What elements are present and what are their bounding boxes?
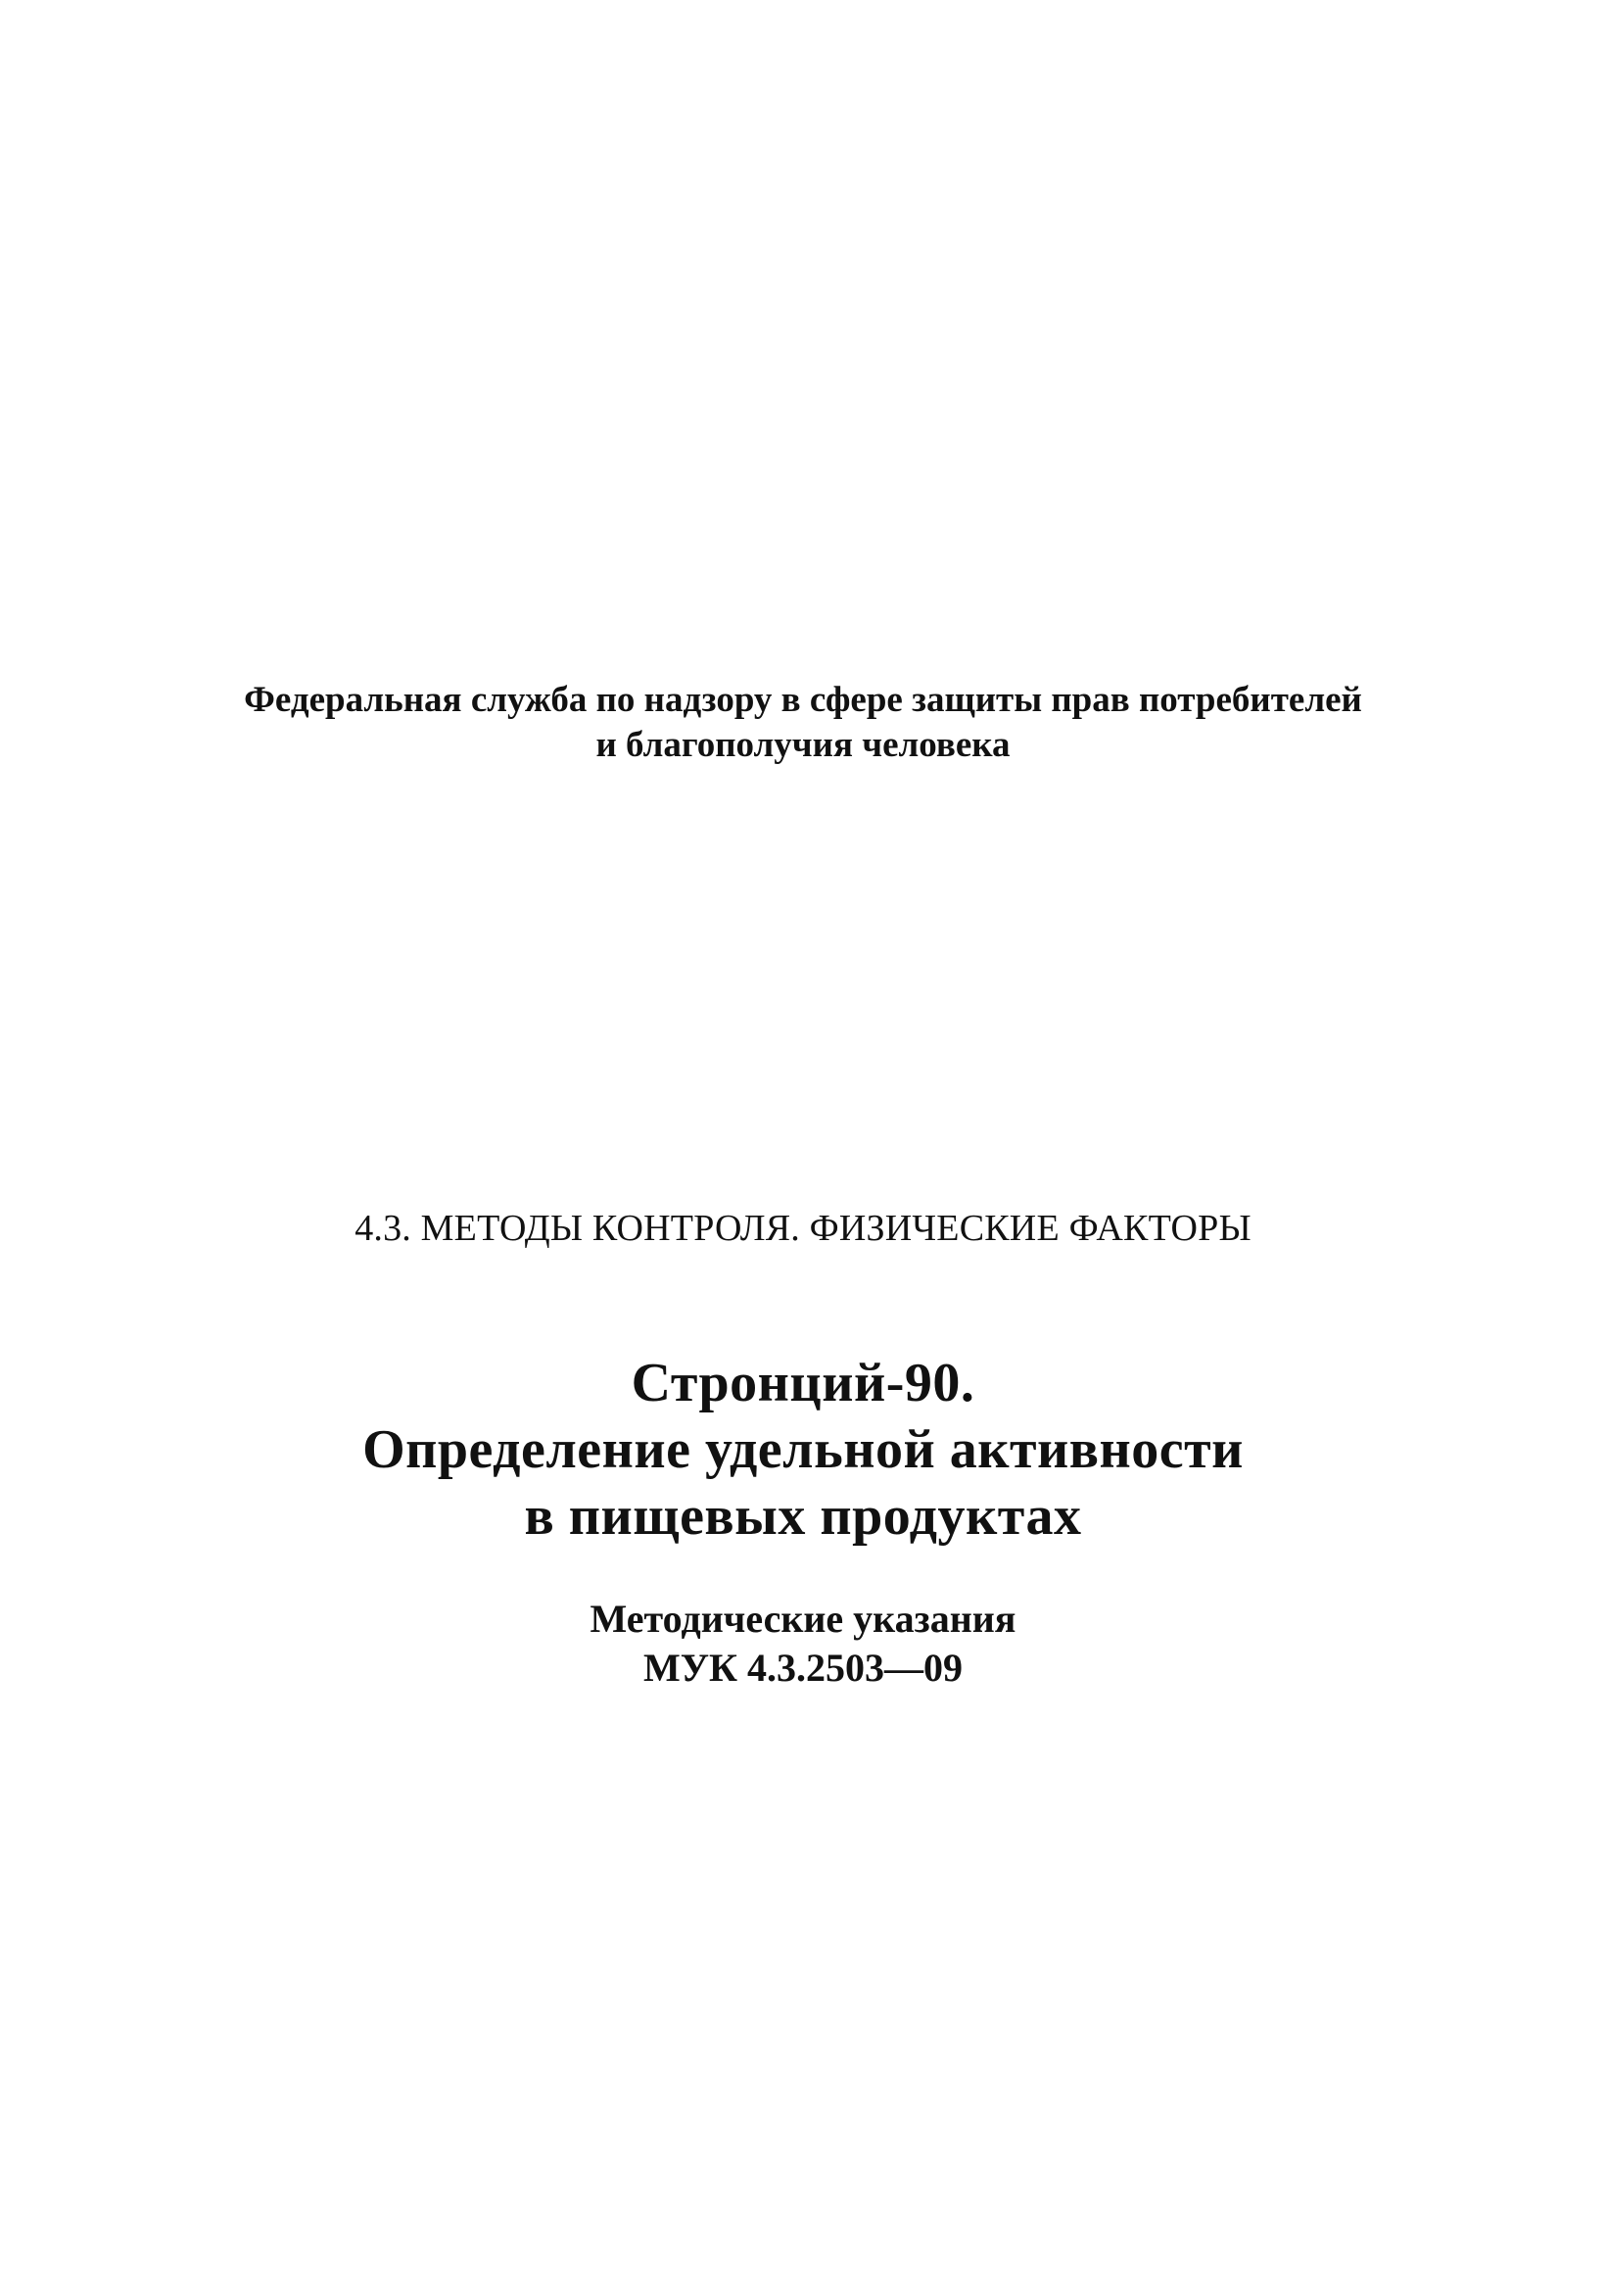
agency-name — [0, 678, 1606, 768]
document-subtitle — [0, 1595, 1606, 1693]
document-title-line-3: в пищевых продуктах — [524, 1486, 1082, 1547]
section-heading-text: 4.3. МЕТОДЫ КОНТРОЛЯ. ФИЗИЧЕСКИЕ ФАКТОРЫ — [354, 1208, 1252, 1249]
document-code: МУК 4.3.2503—09 — [642, 1646, 964, 1690]
agency-name-line-1: Федеральная служба по надзору в сфере защиты прав потребителей — [244, 680, 1362, 720]
document-title — [0, 1350, 1606, 1550]
document-type: Методические указания — [590, 1597, 1016, 1641]
document-title-line-1: Стронций-90. — [631, 1353, 975, 1413]
section-heading — [0, 1205, 1606, 1252]
document-title-line-2: Определение удельной активности — [362, 1419, 1244, 1480]
agency-name-line-2: и благополучия человека — [595, 725, 1011, 765]
